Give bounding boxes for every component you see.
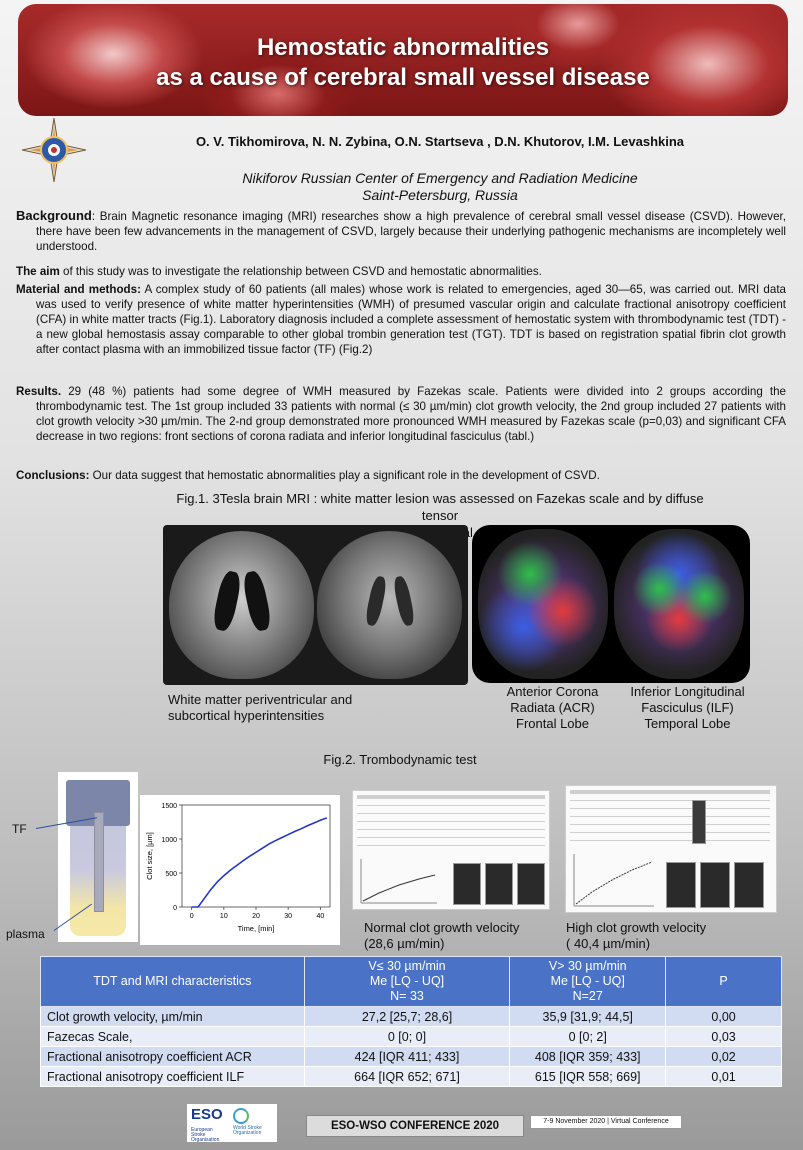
row-p: 0,03 <box>666 1027 782 1047</box>
institution-city: Saint-Petersburg, Russia <box>362 187 518 203</box>
background-text: : Brain Magnetic resonance imaging (MRI) researches show a high prevalence of cerebral small vessel disease (CSVD). However, there have been few advancements in the management of CSVD, largely because their underlying pathogenic mechanisms are incompletely well understood. <box>36 210 786 253</box>
y-tick-label: 0 <box>173 905 177 912</box>
row-group2: 408 [IQR 359; 433] <box>510 1047 666 1067</box>
row-p: 0,00 <box>666 1007 782 1027</box>
plot-frame <box>182 805 330 907</box>
aim-section <box>16 264 786 279</box>
header-group2-line3: N=27 <box>572 989 603 1003</box>
table-row <box>41 1067 782 1087</box>
header-group2 <box>510 957 666 1007</box>
tf-label: TF <box>12 822 27 836</box>
eso-subtitle: European Stroke Organisation <box>191 1127 220 1143</box>
fig2-caption: Fig.2. Trombodynamic test <box>323 752 477 767</box>
x-tick-label: 20 <box>252 913 260 920</box>
y-tick-label: 500 <box>165 871 177 878</box>
results-text: 29 (48 %) patients had some degree of WMH measured by Fazekas scale. Patients were divided into 2 groups according the thrombodynamic test. The 1st group included 33 patients with normal (≤ 30 µm/min) clot growth velocity, the 2nd group included 27 patients with clot growth velocity >30 µm/min. The 2-nd group demonstrated more pronounced WMH measured by Fazekas scale (p=0,03) and significant CFA decrease in two regions: front sections of corona radiata and inferior longitudinal fasciculus (tabl.) <box>36 385 786 443</box>
row-group1: 0 [0; 0] <box>304 1027 510 1047</box>
header-group1-line3: N= 33 <box>390 989 424 1003</box>
header-group2-line1: V> 30 µm/min <box>548 959 627 973</box>
high-velocity-caption <box>566 920 766 952</box>
header-group1 <box>304 957 510 1007</box>
clot-growth-chart <box>140 795 340 945</box>
ilf-caption <box>620 684 755 732</box>
acr-caption-line2: Radiata (ACR) <box>510 700 595 715</box>
x-tick-label: 0 <box>189 913 194 920</box>
row-group1: 27,2 [25,7; 28,6] <box>304 1007 510 1027</box>
conclusions-label: Conclusions: <box>16 469 90 482</box>
aim-text: of this study was to investigate the relationship between CSVD and hemostatic abnormalities. <box>59 265 542 278</box>
table-header-row <box>41 957 782 1007</box>
background-section <box>16 208 786 254</box>
authors: O. V. Tikhomirova, N. N. Zybina, O.N. Startseva , D.N. Khutorov, I.M. Levashkina <box>195 134 685 149</box>
header-characteristics: TDT and MRI characteristics <box>41 957 305 1007</box>
table-row <box>41 1007 782 1027</box>
conference-dates: 7-9 November 2020 | Virtual Conference <box>530 1115 682 1129</box>
y-axis-label: Clot size, [µm] <box>145 832 154 880</box>
acr-caption <box>490 684 615 732</box>
table-row <box>41 1027 782 1047</box>
results-label: Results. <box>16 385 62 398</box>
header-group1-line1: V≤ 30 µm/min <box>368 959 446 973</box>
normal-velocity-caption-line2: (28,6 µm/min) <box>364 936 445 951</box>
institution-name: Nikiforov Russian Center of Emergency and Radiation Medicine <box>242 170 638 186</box>
aim-label: The aim <box>16 265 60 278</box>
poster-title-line1: Hemostatic abnormalities <box>256 34 550 61</box>
high-velocity-result-thumbnail <box>565 785 777 913</box>
conference-name: ESO-WSO CONFERENCE 2020 <box>306 1115 524 1137</box>
ilf-caption-line1: Inferior Longitudinal <box>630 684 745 699</box>
header-group2-line2: Me [LQ - UQ] <box>550 974 625 988</box>
flair-mri-images <box>163 525 468 685</box>
institution-logo-icon <box>22 118 86 182</box>
dti-mri-images <box>472 525 750 683</box>
row-name: Clot growth velocity, µm/min <box>41 1007 305 1027</box>
test-tube-illustration <box>58 772 138 942</box>
eso-wso-logo <box>187 1104 277 1142</box>
eso-mark: ESO <box>191 1106 223 1123</box>
clot-growth-series-line <box>192 818 327 907</box>
wm-caption-line1: White matter periventricular and <box>168 692 353 707</box>
row-name: Fractional anisotropy coefficient ACR <box>41 1047 305 1067</box>
plasma-label: plasma <box>6 927 45 941</box>
wm-caption-line2: subcortical hyperintensities <box>168 708 325 723</box>
x-axis-label: Time, [min] <box>237 924 275 933</box>
conclusions-section <box>16 468 786 483</box>
header-group1-line2: Me [LQ - UQ] <box>369 974 445 988</box>
normal-velocity-caption <box>364 920 564 952</box>
tdt-mri-table <box>40 956 782 1087</box>
title-banner <box>18 4 788 116</box>
wm-caption <box>168 692 408 724</box>
wso-subtitle: World Stroke Organization <box>233 1125 262 1136</box>
mri-slice-right <box>317 531 462 679</box>
y-tick-label: 1000 <box>161 837 177 844</box>
row-group2: 0 [0; 2] <box>510 1027 666 1047</box>
row-p: 0,01 <box>666 1067 782 1087</box>
methods-text: A complex study of 60 patients (all males) whose work is related to emergencies, aged 30—65, was carried out. MRI data was used to verify presence of white matter hyperintensities (WMH) of presumed vascular origin and calculate fractional anisotropy coefficient (CFA) in white matter tracts (Fig.1). Laboratory diagnosis included a complete assessment of hemostatic system with thrombodynamic test (TDT) - a new global hemostasis assay comparable to other global trombin generation test (TGT). TDT is based on registration spatial fibrin clot growth after contact plasma with an immobilized tissue factor (TF) (Fig.2) <box>36 283 786 356</box>
dti-slice-ilf <box>614 529 744 679</box>
ilf-caption-line2: Fasciculus (ILF) <box>641 700 734 715</box>
normal-velocity-result-thumbnail <box>352 790 550 910</box>
institution <box>120 170 760 204</box>
row-group2: 35,9 [31,9; 44,5] <box>510 1007 666 1027</box>
row-group1: 664 [IQR 652; 671] <box>304 1067 510 1087</box>
y-tick-label: 1500 <box>161 803 177 810</box>
acr-caption-line1: Anterior Corona <box>506 684 599 699</box>
high-velocity-caption-line1: High clot growth velocity <box>566 920 707 935</box>
wso-circle-icon <box>233 1108 249 1124</box>
x-tick-label: 10 <box>219 913 228 920</box>
row-p: 0,02 <box>666 1047 782 1067</box>
high-velocity-caption-line2: ( 40,4 µm/min) <box>566 936 651 951</box>
mri-slice-left <box>169 531 314 679</box>
background-label: Background <box>16 208 92 223</box>
poster-title-line2: as a cause of cerebral small vessel disease <box>156 64 650 91</box>
normal-velocity-caption-line1: Normal clot growth velocity <box>364 920 520 935</box>
ilf-caption-line3: Temporal Lobe <box>644 716 731 731</box>
dti-slice-acr <box>478 529 608 679</box>
x-tick-label: 40 <box>316 913 325 920</box>
conclusions-text: Our data suggest that hemostatic abnormalities play a significant role in the development of CSVD. <box>89 469 600 482</box>
tube-insert <box>94 812 104 912</box>
header-p: P <box>666 957 782 1007</box>
results-section <box>16 384 786 444</box>
acr-caption-line3: Frontal Lobe <box>516 716 589 731</box>
fig1-caption-line1: Fig.1. 3Tesla brain MRI : white matter lesion was assessed on Fazekas scale and by diffuse tensor <box>176 491 704 523</box>
table-row <box>41 1047 782 1067</box>
row-name: Fractional anisotropy coefficient ILF <box>41 1067 305 1087</box>
row-name: Fazecas Scale, <box>41 1027 305 1047</box>
methods-label: Material and methods: <box>16 283 141 296</box>
x-tick-label: 30 <box>284 913 293 920</box>
methods-section <box>16 282 786 357</box>
clot-growth-chart-svg <box>140 795 340 945</box>
row-group1: 424 [IQR 411; 433] <box>304 1047 510 1067</box>
row-group2: 615 [IQR 558; 669] <box>510 1067 666 1087</box>
